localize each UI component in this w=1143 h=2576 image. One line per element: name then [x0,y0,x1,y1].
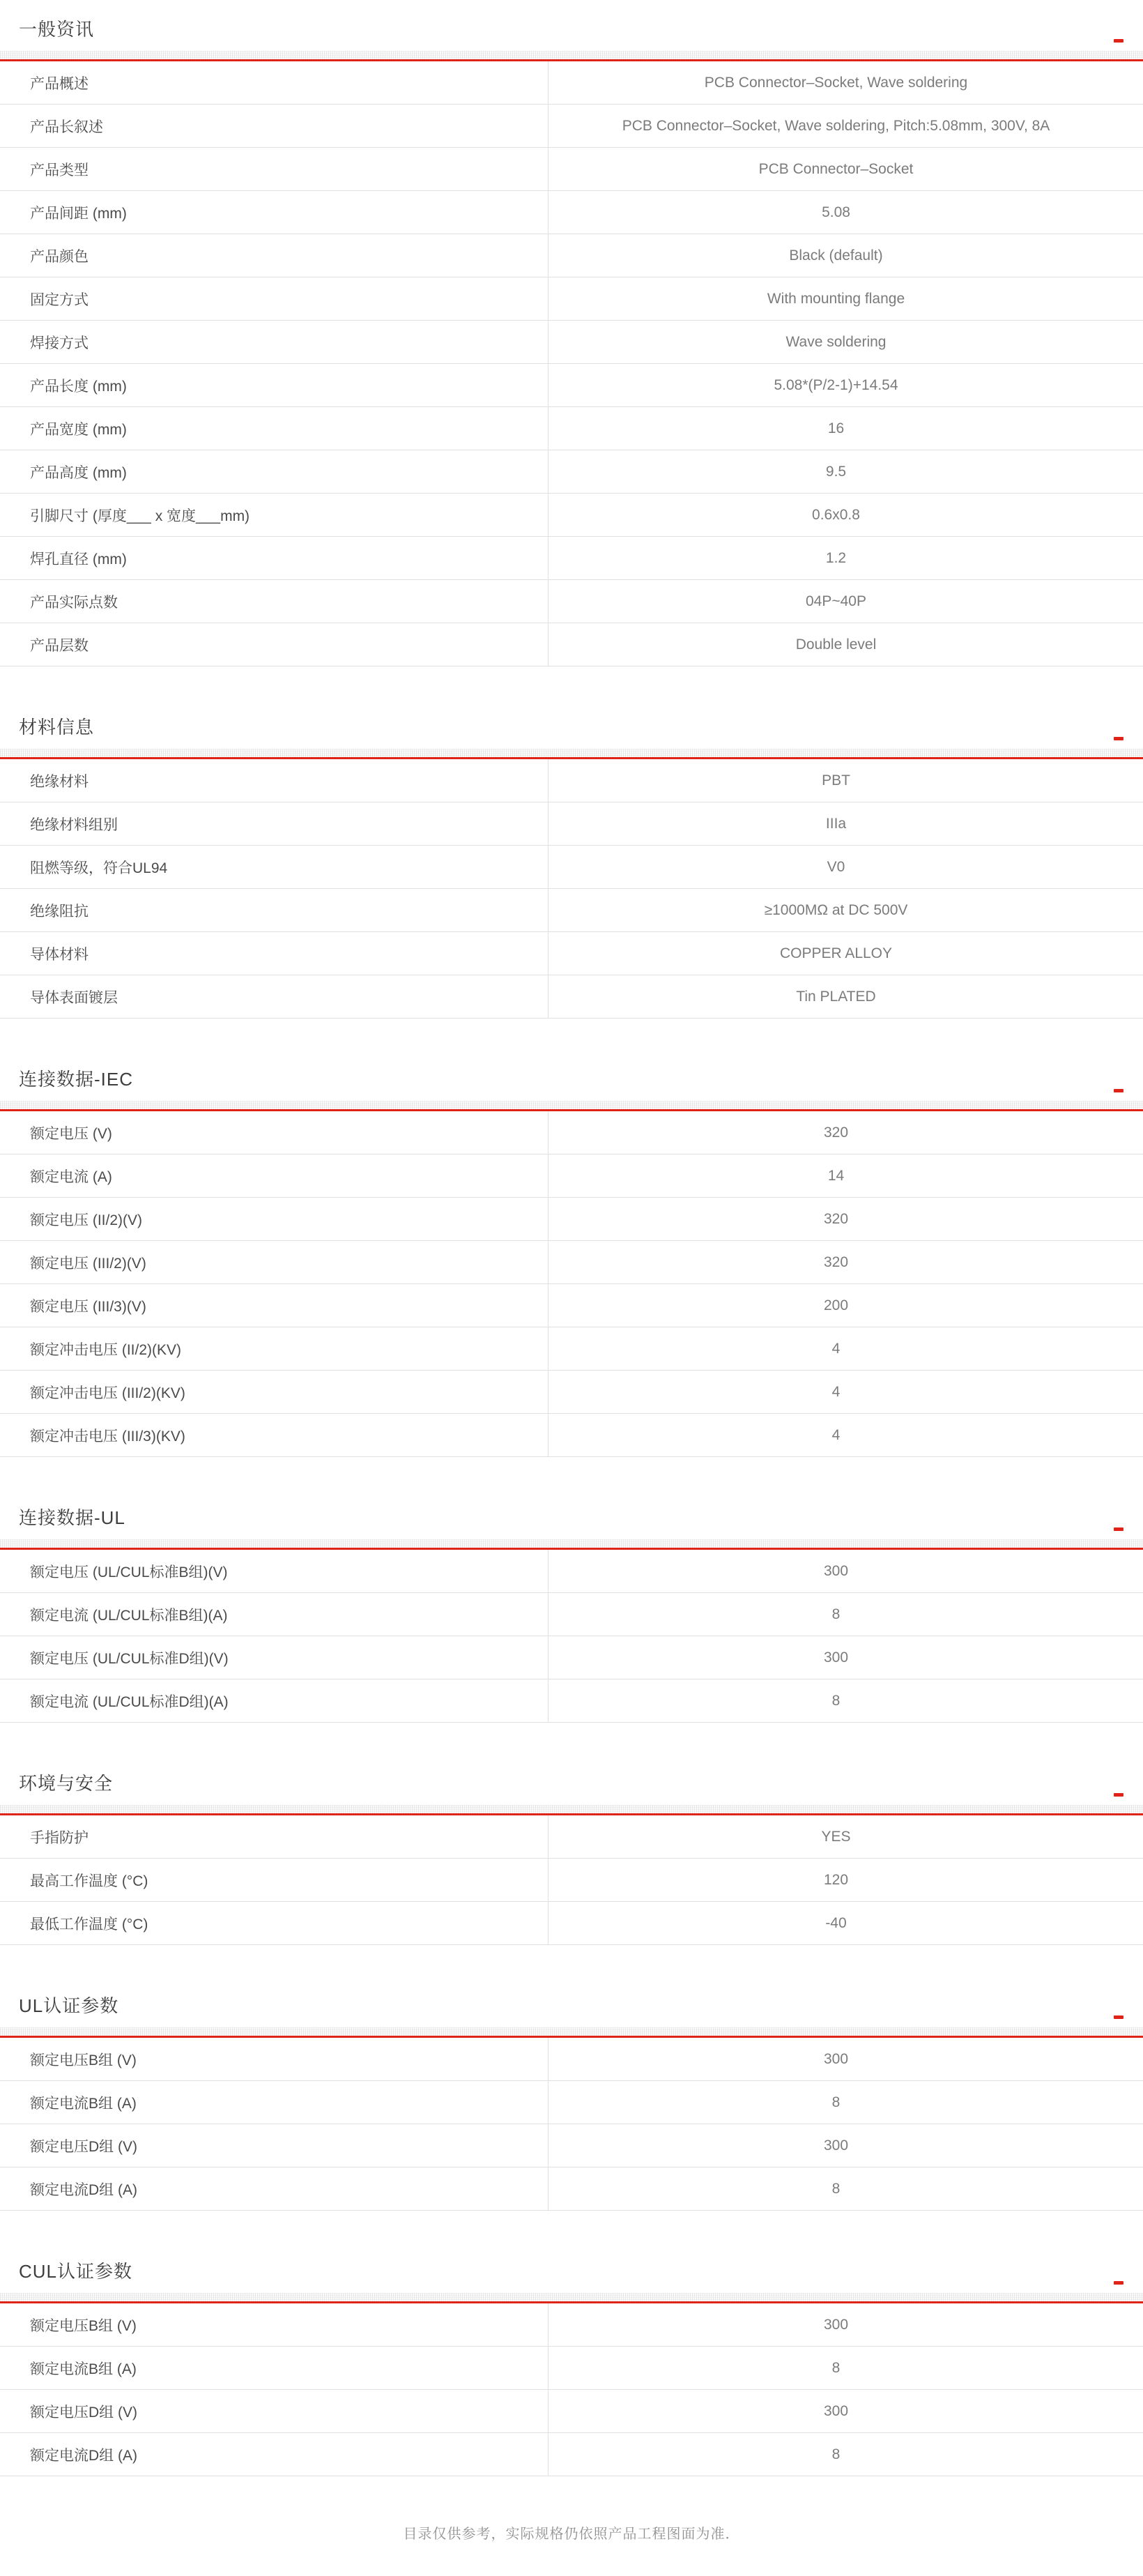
row-label: 额定电压 (III/3)(V) [0,1284,549,1327]
row-value: 8 [831,2094,841,2110]
row-value: With mounting flange [767,290,905,307]
row-label: 额定电流B组 (A) [0,2347,549,2389]
section-rule [0,1539,1143,1550]
table-row [0,623,1143,666]
section-rule [0,1101,1143,1111]
row-label: 额定冲击电压 (III/2)(KV) [0,1371,549,1413]
table-row [0,1414,1143,1457]
row-value: 8 [831,2446,841,2462]
row-value: 300 [823,2402,849,2419]
row-label: 额定电流D组 (A) [0,2167,549,2210]
spec-section [0,1069,1143,1457]
row-label: 产品间距 (mm) [0,191,549,234]
row-label: 额定电压 (II/2)(V) [0,1198,549,1240]
minus-icon[interactable] [1114,1089,1123,1092]
section-title: 材料信息 [19,717,95,738]
row-label: 产品长叙述 [0,105,549,147]
row-value: YES [821,1828,851,1845]
row-value: 300 [823,2137,849,2154]
row-value: 9.5 [825,463,847,480]
minus-icon[interactable] [1114,1527,1123,1531]
table-row [0,2390,1143,2433]
row-label: 绝缘材料 [0,759,549,802]
table-row [0,1111,1143,1154]
section-title: 连接数据-UL [19,1507,125,1528]
table-row [0,2347,1143,2390]
table-row [0,1550,1143,1593]
section-rule [0,1805,1143,1815]
row-label: 焊接方式 [0,321,549,363]
row-value: Wave soldering [785,333,887,350]
row-label: 导体材料 [0,932,549,975]
section-rule [0,749,1143,759]
table-row [0,1284,1143,1327]
table-row [0,364,1143,407]
table-row [0,1371,1143,1414]
row-label: 额定电压D组 (V) [0,2390,549,2432]
row-value: 04P~40P [806,593,866,609]
spec-table [0,2038,1143,2211]
section-rule [0,2027,1143,2038]
row-value: 120 [823,1871,849,1888]
spec-section [0,1995,1143,2211]
minus-icon[interactable] [1114,1793,1123,1797]
row-value: 200 [823,1297,849,1313]
table-row [0,975,1143,1019]
table-row [0,932,1143,975]
table-row [0,450,1143,494]
row-value: 320 [823,1210,849,1227]
table-row [0,1593,1143,1636]
table-row [0,148,1143,191]
row-label: 产品宽度 (mm) [0,407,549,450]
table-row [0,277,1143,321]
row-label: 额定电流 (A) [0,1154,549,1197]
minus-icon[interactable] [1114,2015,1123,2019]
row-value: 300 [823,2050,849,2067]
row-value: 16 [827,420,845,436]
row-value: Tin PLATED [796,988,876,1005]
row-label: 额定冲击电压 (III/3)(KV) [0,1414,549,1456]
section-header [0,717,1143,740]
section-title: 环境与安全 [19,1773,114,1794]
section-title: UL认证参数 [19,1995,119,2016]
row-label: 额定电流B组 (A) [0,2081,549,2124]
section-header [0,19,1143,43]
section-header [0,1507,1143,1531]
table-row [0,580,1143,623]
table-row [0,191,1143,234]
spec-table [0,1550,1143,1723]
row-value: 5.08*(P/2-1)+14.54 [774,376,898,393]
table-row [0,2081,1143,2124]
table-row [0,2167,1143,2211]
row-label: 额定电压 (UL/CUL标准D组)(V) [0,1636,549,1679]
row-label: 额定冲击电压 (II/2)(KV) [0,1327,549,1370]
section-title: 连接数据-IEC [19,1069,134,1090]
table-row [0,2303,1143,2347]
spec-section [0,2261,1143,2476]
row-value: PCB Connector–Socket, Wave soldering [704,74,968,91]
table-row [0,105,1143,148]
section-header [0,1995,1143,2019]
table-row [0,1327,1143,1371]
table-row [0,1636,1143,1679]
section-header [0,1773,1143,1797]
spec-section [0,717,1143,1019]
row-label: 焊孔直径 (mm) [0,537,549,579]
table-row [0,2433,1143,2476]
row-label: 产品类型 [0,148,549,190]
row-label: 产品实际点数 [0,580,549,623]
table-row [0,1859,1143,1902]
row-value: 8 [831,1692,841,1709]
row-value: PBT [822,772,850,788]
row-label: 引脚尺寸 (厚度___ x 宽度___mm) [0,494,549,536]
footer-note: 目录仅供参考，实际规格仍依照产品工程图面为准． [403,2527,740,2542]
row-value: -40 [825,1914,847,1931]
row-label: 阻燃等级，符合UL94 [0,846,549,888]
row-label: 额定电压D组 (V) [0,2124,549,2167]
row-value: ≥1000MΩ at DC 500V [764,901,908,918]
row-label: 产品概述 [0,61,549,104]
row-label: 固定方式 [0,277,549,320]
row-value: 8 [831,2180,841,2197]
page-footer [0,2522,1143,2543]
section-header [0,1069,1143,1092]
section-rule [0,51,1143,61]
row-value: 0.6x0.8 [812,506,860,523]
row-value: IIIa [825,815,847,832]
row-label: 额定电压 (III/2)(V) [0,1241,549,1283]
row-value: 320 [823,1253,849,1270]
spec-table [0,1815,1143,1945]
row-label: 额定电压B组 (V) [0,2038,549,2080]
spec-section [0,1507,1143,1723]
table-row [0,1902,1143,1945]
row-value: 5.08 [822,204,850,220]
row-value: 4 [831,1383,841,1400]
row-label: 导体表面镀层 [0,975,549,1018]
row-label: 额定电压 (V) [0,1111,549,1154]
row-value: 8 [831,1606,841,1622]
spec-section [0,19,1143,666]
row-value: 320 [823,1124,849,1141]
table-row [0,321,1143,364]
table-row [0,759,1143,802]
spec-table [0,2303,1143,2476]
row-value: 8 [831,2359,841,2376]
table-row [0,234,1143,277]
section-title: 一般资讯 [19,19,95,40]
section-rule [0,2293,1143,2303]
row-value: 300 [823,1562,849,1579]
table-row [0,407,1143,450]
table-row [0,1154,1143,1198]
row-value: 4 [831,1426,841,1443]
row-value: V0 [827,858,845,875]
table-row [0,802,1143,846]
table-row [0,1241,1143,1284]
minus-icon[interactable] [1114,2281,1123,2285]
row-label: 额定电流 (UL/CUL标准D组)(A) [0,1679,549,1722]
table-row [0,1198,1143,1241]
row-label: 额定电压 (UL/CUL标准B组)(V) [0,1550,549,1592]
table-row [0,61,1143,105]
table-row [0,2038,1143,2081]
section-title: CUL认证参数 [19,2261,133,2282]
row-label: 最高工作温度 (°C) [0,1859,549,1901]
table-row [0,494,1143,537]
row-value: Black (default) [789,247,883,264]
spec-section [0,1773,1143,1945]
row-value: PCB Connector–Socket [758,160,914,177]
row-label: 额定电流D组 (A) [0,2433,549,2476]
row-value: 300 [823,2316,849,2333]
spec-table [0,61,1143,666]
table-row [0,2124,1143,2167]
row-label: 最低工作温度 (°C) [0,1902,549,1944]
row-value: 4 [831,1340,841,1357]
row-value: Double level [795,636,877,653]
spec-table [0,1111,1143,1457]
table-row [0,537,1143,580]
minus-icon[interactable] [1114,39,1123,43]
row-value: PCB Connector–Socket, Wave soldering, Pitch:5.08mm, 300V, 8A [622,117,1050,134]
row-value: 300 [823,1649,849,1666]
row-label: 额定电压B组 (V) [0,2303,549,2346]
table-row [0,1815,1143,1859]
table-row [0,1679,1143,1723]
row-value: COPPER ALLOY [779,945,893,961]
spec-table [0,759,1143,1019]
row-value: 1.2 [825,549,847,566]
row-label: 产品高度 (mm) [0,450,549,493]
row-value: 14 [827,1167,845,1184]
sections-container [0,19,1143,2476]
minus-icon[interactable] [1114,737,1123,740]
table-row [0,846,1143,889]
row-label: 产品长度 (mm) [0,364,549,406]
row-label: 产品层数 [0,623,549,666]
row-label: 绝缘阻抗 [0,889,549,931]
row-label: 绝缘材料组别 [0,802,549,845]
section-header [0,2261,1143,2285]
row-label: 手指防护 [0,1815,549,1858]
row-label: 额定电流 (UL/CUL标准B组)(A) [0,1593,549,1636]
row-label: 产品颜色 [0,234,549,277]
table-row [0,889,1143,932]
